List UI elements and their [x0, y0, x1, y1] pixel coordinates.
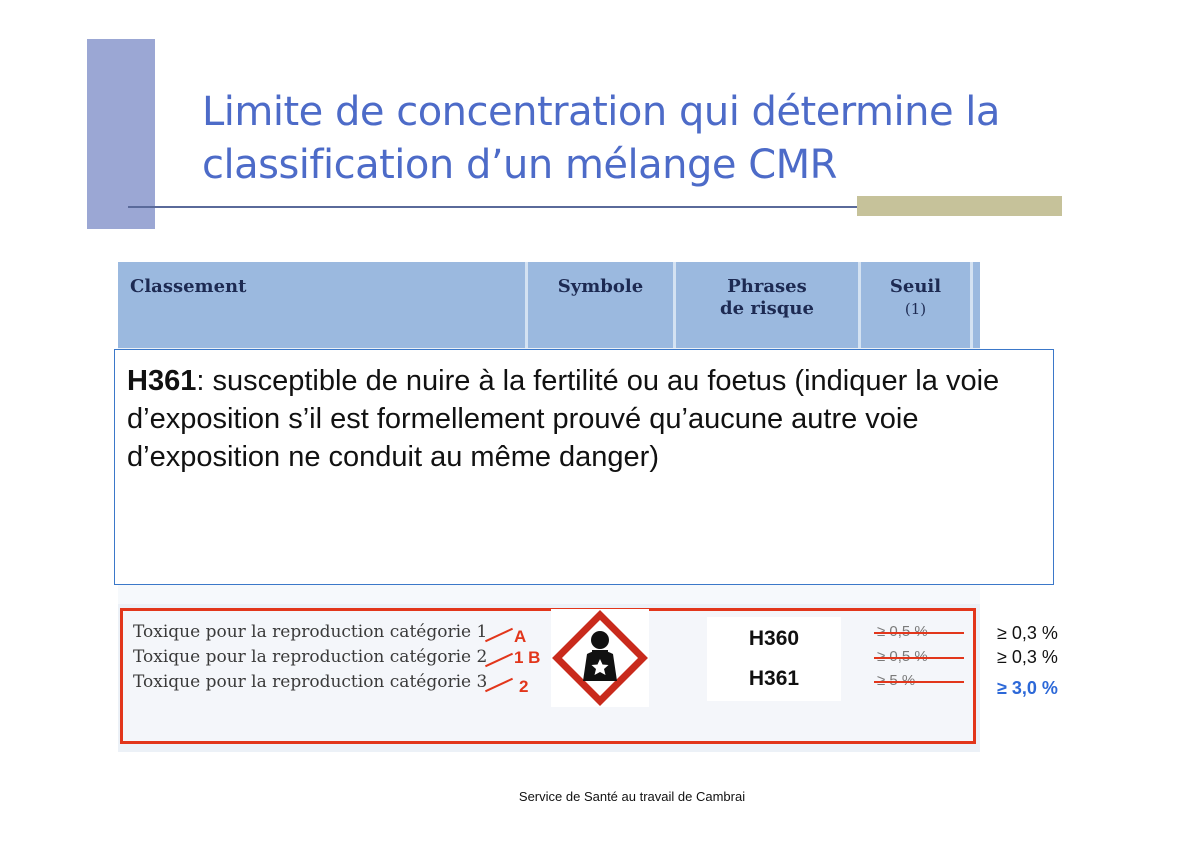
side-accent-bar [87, 39, 155, 229]
hazard-code-box [707, 617, 841, 701]
popup-hazard-code: H361 [127, 365, 197, 397]
new-threshold: ≥ 0,3 % [997, 647, 1058, 667]
header-classement: Classement [118, 262, 528, 348]
hazard-code-h360: H360 [748, 627, 800, 650]
threshold-strikethrough [874, 632, 964, 634]
header-seuil: Seuil (1) [861, 262, 973, 348]
threshold-strikethrough [874, 681, 964, 683]
table-row-label: Toxique pour la reproduction catégorie 2 [133, 647, 488, 667]
new-threshold-highlighted: ≥ 3,0 % [997, 678, 1058, 698]
slide-footer: Service de Santé au travail de Cambrai [518, 789, 746, 804]
new-threshold: ≥ 0,3 % [997, 623, 1058, 643]
table-header [118, 262, 980, 348]
slide-title-line-1: Limite de concentration qui détermine la [202, 89, 1000, 135]
slide-title-line-2: classification d’un mélange CMR [202, 142, 837, 188]
table-row-label: Toxique pour la reproduction catégorie 1 [133, 622, 488, 642]
popup-definition-text: : susceptible de nuire à la fertilité ou au foetus (indiquer la voie d’exposition s’il est formellement prouvé qu’aucune autre voie d’exposition ne conduit au même danger) [127, 365, 1000, 473]
title-accent-bar [857, 196, 1062, 216]
correction-category-2: 2 [519, 677, 529, 696]
table-row-label: Toxique pour la reproduction catégorie 3 [133, 672, 488, 692]
h361-definition-callout [114, 349, 1054, 585]
correction-category-1b: 1 B [514, 648, 541, 667]
threshold-strikethrough [874, 657, 964, 659]
slide-title [202, 86, 1102, 192]
hazard-code-h361: H361 [748, 667, 800, 690]
correction-category-1a: A [514, 627, 527, 646]
classement-cells [133, 620, 487, 695]
ghs08-health-hazard-icon [551, 609, 649, 707]
header-symbole: Symbole [528, 262, 676, 348]
header-phrases-de-risque: Phrases de risque [676, 262, 861, 348]
